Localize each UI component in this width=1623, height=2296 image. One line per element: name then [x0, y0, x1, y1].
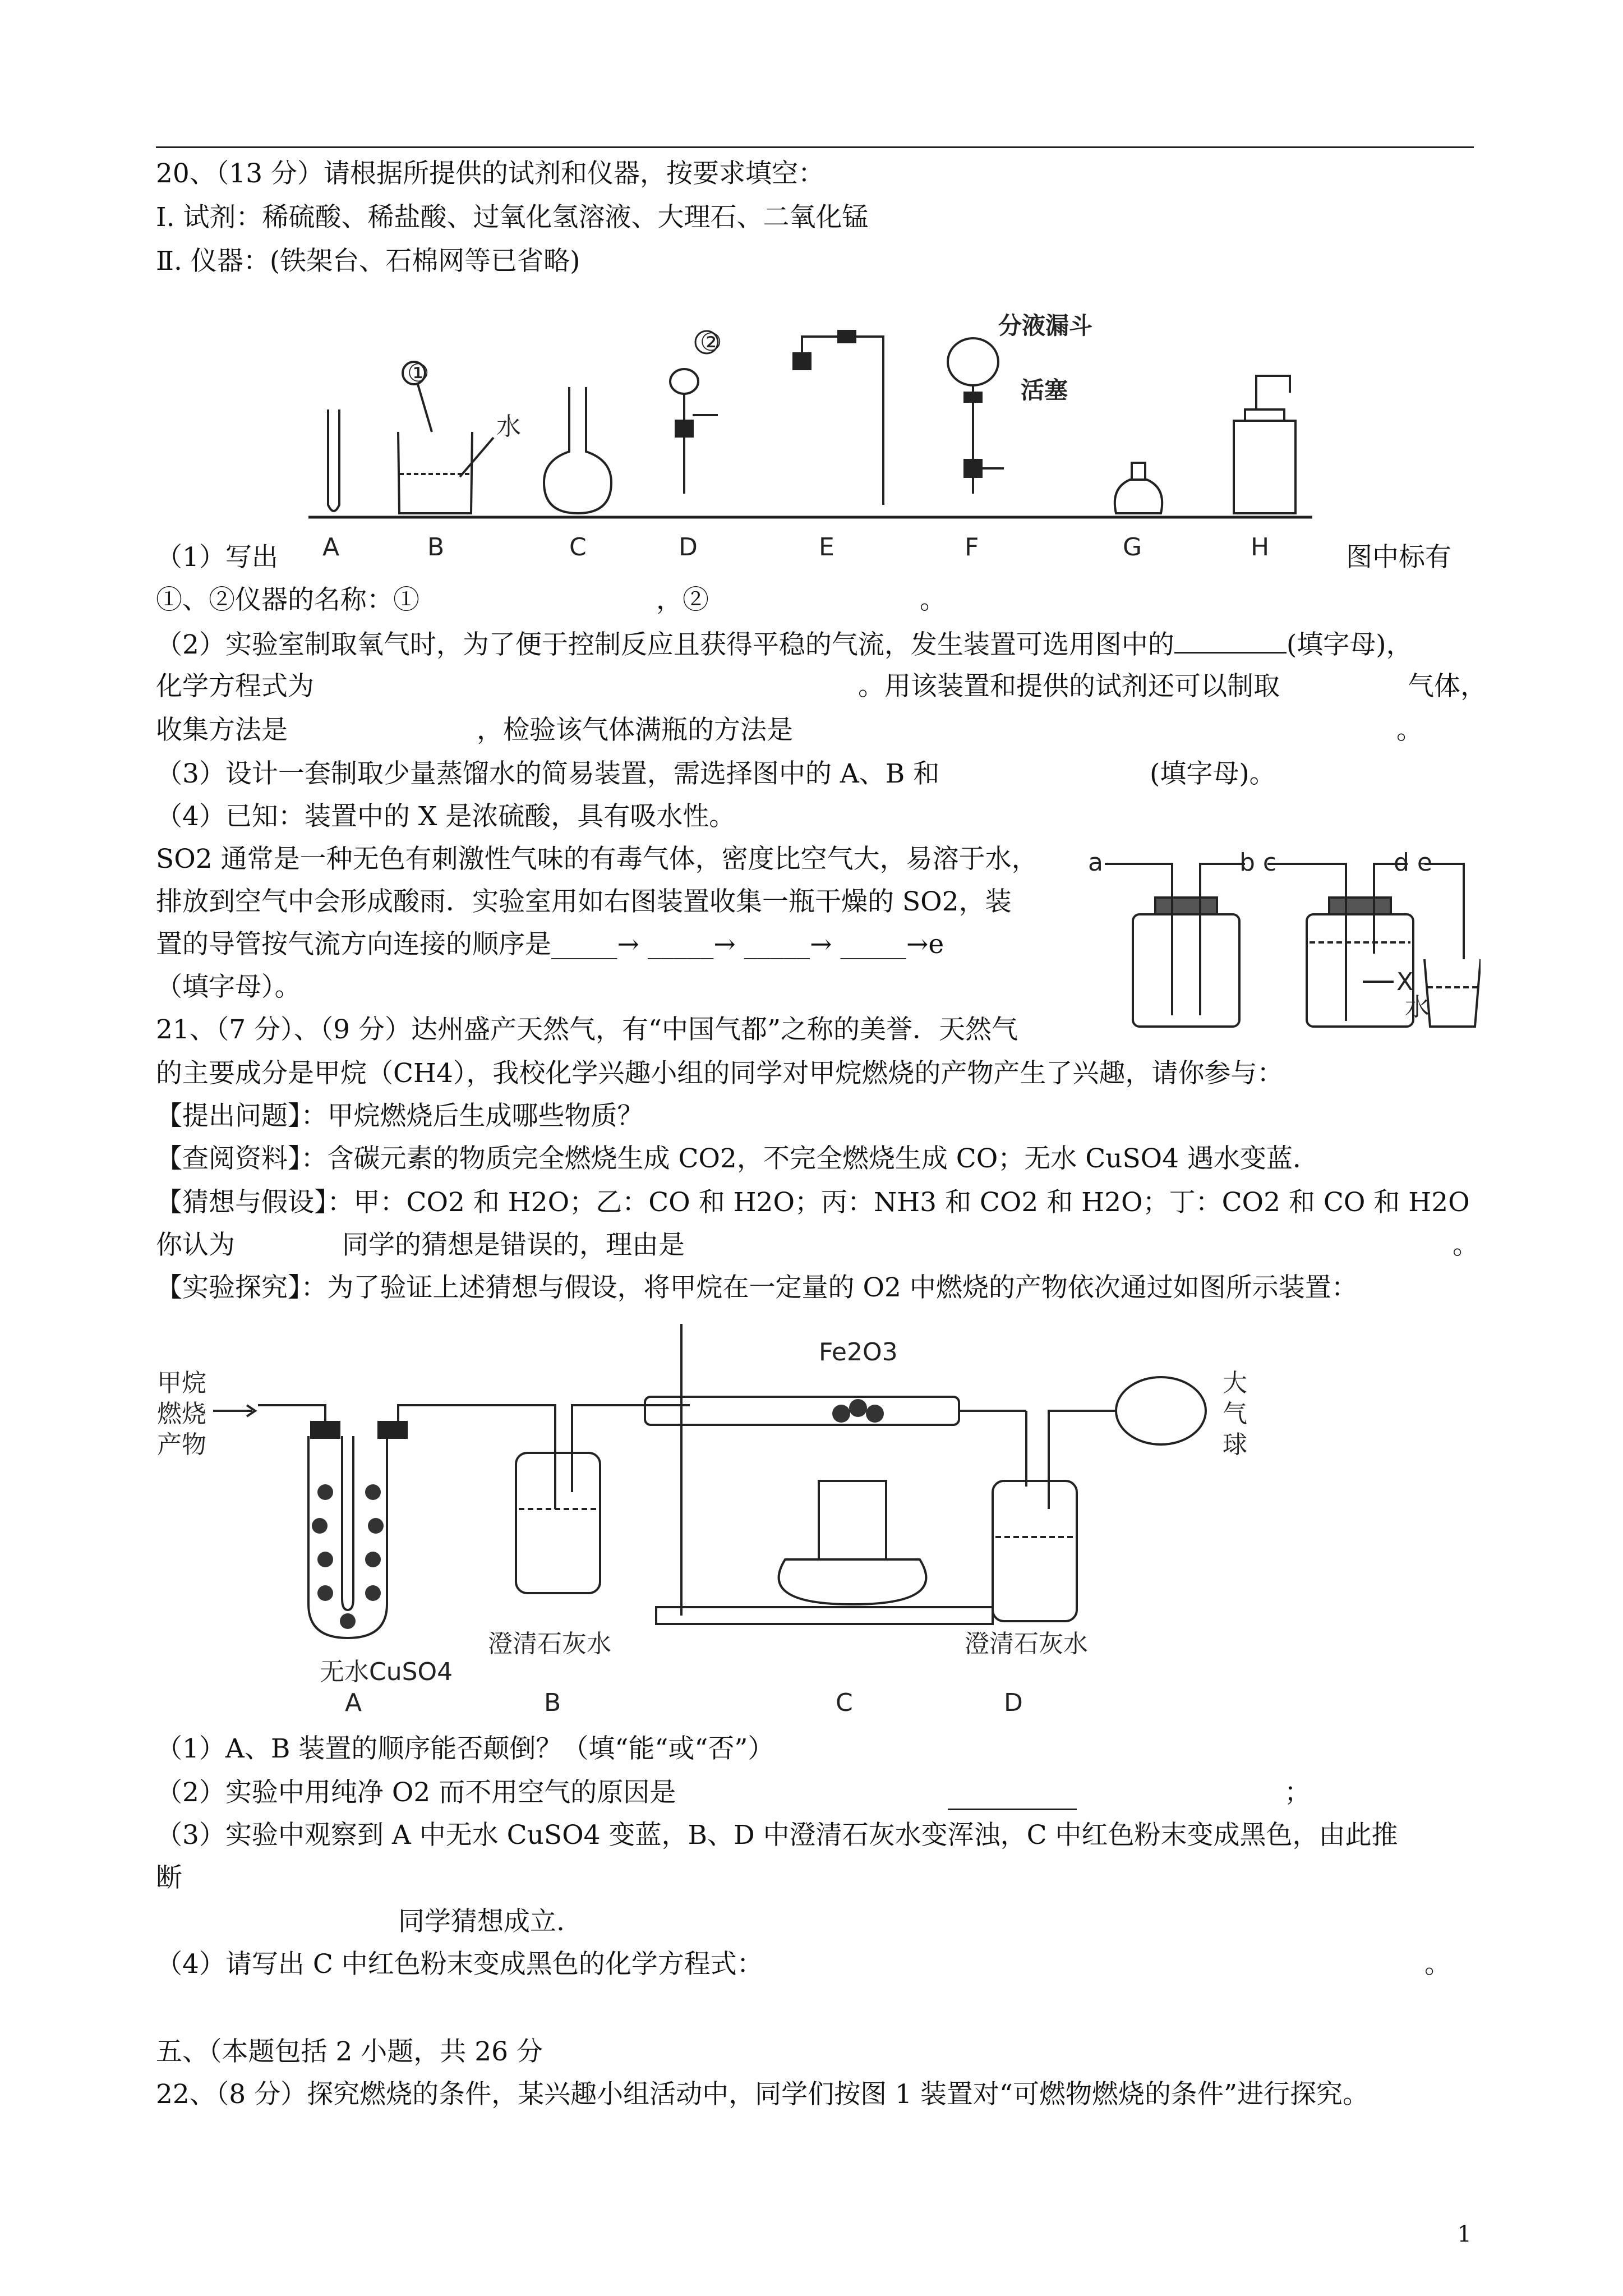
funnel-d — [670, 369, 718, 494]
balloon-label-2: 气 — [1223, 1400, 1247, 1428]
q21-l7: 【实验探究】：为了验证上述猜想与假设，将甲烷在一定量的 O2 中燃烧的产物依次通过如图所示装置： — [156, 1272, 1358, 1303]
label-water2: 水 — [1405, 993, 1430, 1022]
fig3-letter-d: D — [1004, 1688, 1023, 1717]
blank-device[interactable] — [1174, 627, 1287, 654]
label-funnel: 分液漏斗 — [998, 312, 1093, 339]
q20-p4c: 排放到空气中会形成酸雨．实验室用如右图装置收集一瓶干燥的 SO2，装 — [156, 886, 1012, 917]
label-valve: 活塞 — [1021, 376, 1068, 404]
test-tube-a — [328, 409, 339, 511]
q20-p2h: 。 — [1396, 715, 1423, 746]
fig-letter-f: F — [965, 533, 979, 562]
fig3-letter-b: B — [544, 1688, 561, 1717]
q21-l6a: 你认为 — [156, 1230, 235, 1260]
q21-title: 21、（7 分）、（9 分）达州盛产天然气，有“中国气都”之称的美誉．天然气 — [156, 1014, 1018, 1045]
fig-letter-a: A — [322, 533, 340, 562]
inlet-label-2: 燃烧 — [157, 1400, 206, 1428]
label-water: 水 — [496, 412, 521, 441]
fig-letter-b: B — [427, 533, 445, 562]
q21-l2: 的主要成分是甲烷（CH4），我校化学兴趣小组的同学对甲烷燃烧的产物产生了兴趣，请你参与： — [156, 1058, 1284, 1089]
q21-s3c: 同学猜想成立. — [398, 1906, 565, 1937]
q20-p4b: SO2 通常是一种无色有刺激性气味的有毒气体，密度比空气大，易溶于水， — [156, 844, 1038, 875]
inlet-label-3: 产物 — [157, 1430, 206, 1459]
q21-l5: 【猜想与假设】：甲：CO2 和 H2O；乙：CO 和 H2O；丙：NH3 和 CO2 和 H2O；丁：CO2 和 CO 和 H2O — [156, 1187, 1470, 1218]
label-bc: b c — [1239, 848, 1277, 877]
fig-letter-c: C — [569, 533, 587, 562]
fig-letter-e: E — [819, 533, 834, 562]
label-one: ① — [407, 359, 430, 388]
q21-s1: （1）A、B 装置的顺序能否颠倒？（填“能“或“否”） — [156, 1733, 774, 1764]
fe2o3-label: Fe2O3 — [819, 1338, 898, 1366]
q20-p2b: (填字母)， — [1286, 629, 1413, 660]
alcohol-lamp-g — [1115, 463, 1162, 513]
q20-p4e: （填字母）。 — [156, 972, 301, 1002]
q20-p2a: （2）实验室制取氧气时，为了便于控制反应且获得平稳的气流，发生装置可选用图中的 — [156, 629, 1174, 660]
q20-p1b: 图中标有 — [1346, 542, 1451, 573]
label-a: a — [1088, 848, 1103, 877]
cuso4-label: 无水CuSO4 — [320, 1658, 453, 1686]
q20-p4d: 置的导管按气流方向连接的顺序是_____→ _____→ _____→ _____→e — [156, 929, 944, 960]
q20-p2d: 。用该装置和提供的试剂还可以制取 — [858, 671, 1280, 702]
fig-letter-d: D — [679, 533, 698, 562]
label-two: ② — [700, 328, 722, 357]
q20-p2g: ，检验该气体满瓶的方法是 — [477, 715, 793, 746]
q20-p2c: 化学方程式为 — [156, 671, 314, 702]
q20-p1d: ，② — [656, 585, 709, 615]
q20-p1a: （1）写出 — [156, 542, 278, 573]
label-x: X — [1396, 968, 1414, 996]
q21-l6c: 。 — [1453, 1230, 1479, 1260]
limewater2-label: 澄清石灰水 — [965, 1630, 1088, 1658]
q20-instruments: Ⅱ. 仪器：(铁架台、石棉网等已省略) — [156, 246, 580, 277]
header-rule — [156, 146, 1474, 148]
q20-p1c: ①、②仪器的名称：① — [156, 585, 419, 615]
q20-p1e: 。 — [920, 585, 946, 615]
bottle-h — [1234, 376, 1295, 513]
q22-line: 22、（8 分）探究燃烧的条件，某兴趣小组活动中，同学们按图 1 装置对“可燃物燃烧的条件”进行探究。 — [156, 2079, 1369, 2110]
q21-s3b: 断 — [156, 1862, 182, 1893]
blank-o2-reason[interactable] — [948, 1784, 1077, 1810]
q20-p3b: (填字母)。 — [1150, 758, 1276, 789]
label-de: d e — [1394, 848, 1432, 877]
q20-reagents: I. 试剂：稀硫酸、稀盐酸、过氧化氢溶液、大理石、二氧化锰 — [156, 202, 869, 233]
q21-s3a: （3）实验中观察到 A 中无水 CuSO4 变蓝，B、D 中澄清石灰水变浑浊，C 中红色粉末变成黑色，由此推 — [156, 1820, 1398, 1851]
q20-p2e: 气体， — [1408, 671, 1487, 702]
q20-p4a: （4）已知：装置中的 X 是浓硫酸，具有吸水性。 — [156, 801, 736, 832]
q21-l4: 【查阅资料】：含碳元素的物质完全燃烧生成 CO2，不完全燃烧生成 CO；无水 CuSO4 遇水变蓝． — [156, 1143, 1320, 1174]
q21-s4b: 。 — [1424, 1949, 1451, 1980]
limewater1-label: 澄清石灰水 — [488, 1630, 611, 1658]
fig-letter-g: G — [1123, 533, 1142, 562]
flask-c — [544, 387, 611, 513]
section5-title: 五、（本题包括 2 小题，共 26 分 — [156, 2036, 543, 2067]
sep-funnel-f — [948, 338, 1004, 494]
q21-s2b: ； — [1284, 1777, 1311, 1808]
instrument-figure — [303, 309, 1324, 567]
inlet-label-1: 甲烷 — [157, 1369, 206, 1397]
q21-s2a: （2）实验中用纯净 O2 而不用空气的原因是 — [156, 1777, 676, 1808]
balloon-label-3: 球 — [1223, 1430, 1247, 1459]
page-number: 1 — [1457, 2221, 1472, 2247]
q20-title: 20、（13 分）请根据所提供的试剂和仪器，按要求填空： — [156, 158, 825, 189]
q20-p3a: （3）设计一套制取少量蒸馏水的简易装置，需选择图中的 A、B 和 — [156, 758, 940, 789]
balloon-label-1: 大 — [1223, 1369, 1247, 1397]
q20-p2f: 收集方法是 — [156, 715, 288, 746]
fig3-letter-a: A — [345, 1688, 362, 1717]
methane-apparatus-figure — [151, 1324, 1273, 1717]
fig3-letter-c: C — [836, 1688, 853, 1717]
bent-tube-e — [794, 331, 883, 505]
q21-l3: 【提出问题】：甲烷燃烧后生成哪些物质？ — [156, 1101, 644, 1131]
q21-l6b: 同学的猜想是错误的，理由是 — [342, 1230, 685, 1260]
so2-apparatus-figure — [1088, 841, 1481, 1043]
q21-s4a: （4）请写出 C 中红色粉末变成黑色的化学方程式： — [156, 1949, 763, 1980]
q20-p2a-line — [156, 627, 1413, 662]
fig-letter-h: H — [1251, 533, 1270, 562]
